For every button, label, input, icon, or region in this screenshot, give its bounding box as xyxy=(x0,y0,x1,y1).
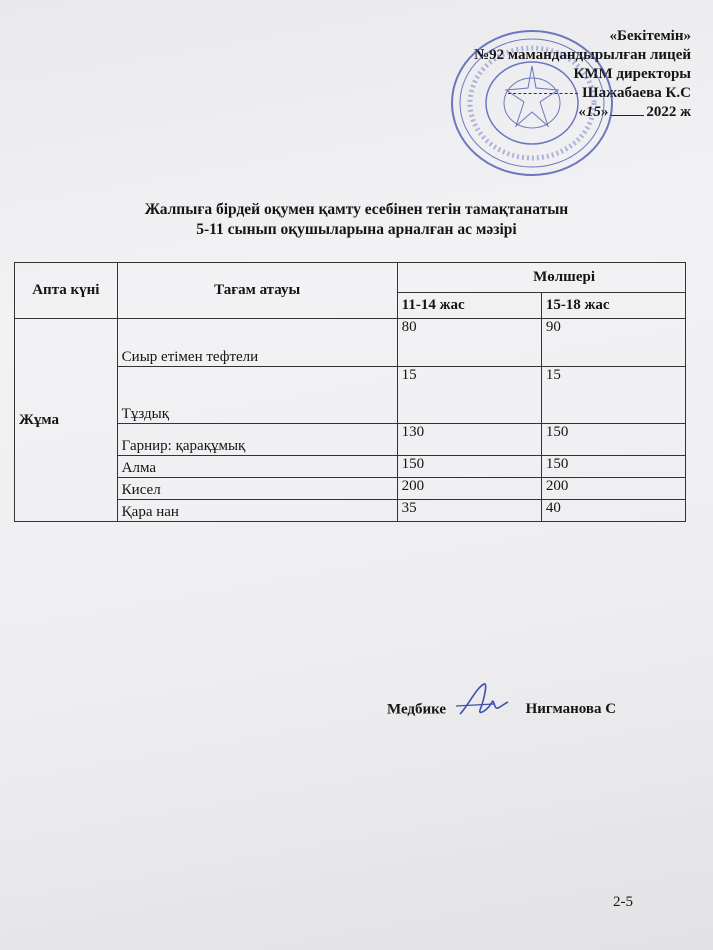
signer-name: Нигманова С xyxy=(525,701,617,718)
amount-15-18: 150 xyxy=(541,424,685,456)
header-amount: Мөлшері xyxy=(397,263,685,293)
amount-15-18: 40 xyxy=(541,500,685,522)
date-quote-close: » xyxy=(600,104,609,120)
food-name: Кисел xyxy=(117,478,397,500)
amount-15-18: 90 xyxy=(541,319,685,367)
amount-11-14: 200 xyxy=(397,478,541,500)
amount-11-14: 150 xyxy=(397,456,541,478)
header-food: Тағам атауы xyxy=(117,263,397,319)
amount-15-18: 15 xyxy=(541,367,685,424)
amount-15-18: 200 xyxy=(541,478,685,500)
signature-block xyxy=(387,698,616,722)
date-year: 2022 ж xyxy=(646,104,691,120)
date-quote-open: « xyxy=(578,104,586,120)
amount-11-14: 80 xyxy=(397,319,541,367)
amount-11-14: 35 xyxy=(397,500,541,522)
date-month-blank xyxy=(610,115,644,116)
food-name: Гарнир: қарақұмық xyxy=(117,424,397,456)
menu-table xyxy=(14,262,686,522)
table-header-row xyxy=(15,263,686,293)
approval-position: КММ директоры xyxy=(573,66,691,82)
approval-date xyxy=(474,103,691,122)
approval-title: «Бекітемін» xyxy=(609,28,691,44)
title-line-1: Жалпыға бірдей оқумен қамту есебінен тегін тамақтанатын xyxy=(144,201,569,218)
day-cell: Жұма xyxy=(15,319,118,522)
food-name: Қара нан xyxy=(117,500,397,522)
handwritten-signature-icon xyxy=(454,680,512,722)
signature-blank xyxy=(508,93,578,94)
header-age-11-14: 11-14 жас xyxy=(397,293,541,319)
amount-11-14: 130 xyxy=(397,424,541,456)
approval-signature-line xyxy=(474,84,691,103)
food-name: Тұздық xyxy=(117,367,397,424)
header-age-15-18: 15-18 жас xyxy=(541,293,685,319)
document-title xyxy=(0,200,713,240)
amount-11-14: 15 xyxy=(397,367,541,424)
approval-block xyxy=(474,27,691,122)
table-row xyxy=(15,319,686,367)
signer-role: Медбике xyxy=(387,701,447,718)
food-name: Сиыр етімен тефтели xyxy=(117,319,397,367)
approval-director-name: Шажабаева К.С xyxy=(582,85,691,101)
date-day: 15 xyxy=(585,104,601,120)
title-line-2: 5-11 сынып оқушыларына арналған ас мәзірі xyxy=(196,221,517,238)
page-number: 2-5 xyxy=(613,894,633,910)
food-name: Алма xyxy=(117,456,397,478)
header-day: Апта күні xyxy=(15,263,118,319)
approval-lyceum: №92 мамандандырылған лицей xyxy=(474,47,691,63)
amount-15-18: 150 xyxy=(541,456,685,478)
